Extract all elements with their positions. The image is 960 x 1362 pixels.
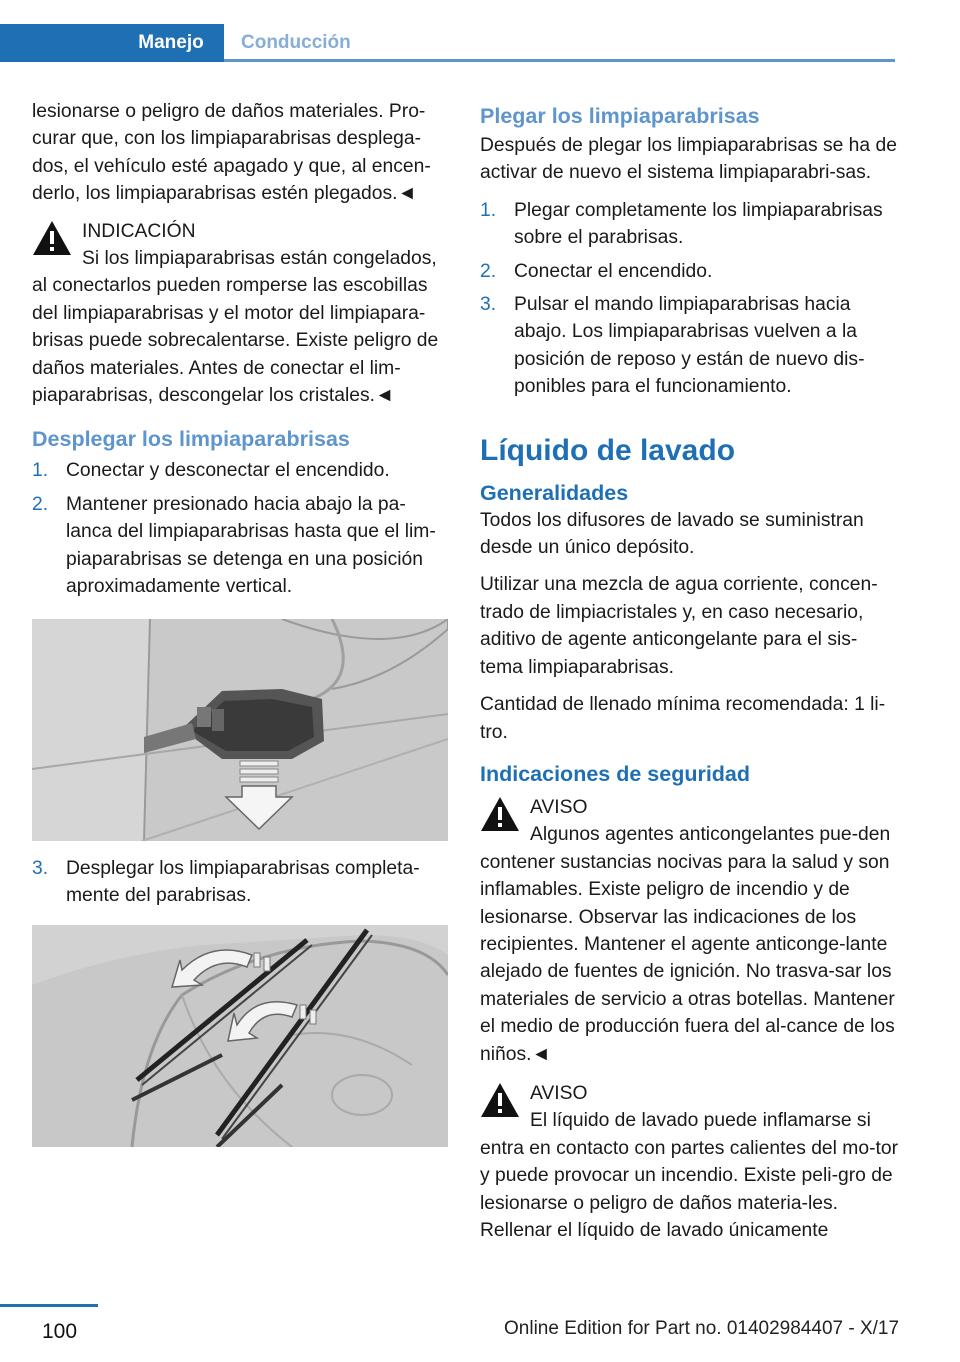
right-column	[480, 98, 898, 1254]
tab-manejo[interactable]: Manejo	[118, 24, 224, 62]
warning-1-text	[480, 821, 898, 1068]
section-title-general: Generalidades	[480, 480, 629, 505]
warning-1-text-content: Algunos agentes anticongelantes pue-den contener sustancias nocivas para la salud y son inflamables. Existe peligro de incendio y de lesionarse. Observar las indicaciones de los recipientes. Mantener el agente anticonge-lante alejado de fuentes de ignición. No trasva-sar los materiales de servicio a otras botellas. Mantener el medio de producción fuera del al-cance de los niños.◄	[480, 824, 895, 1065]
step-number: 1.	[480, 199, 497, 221]
step-number: 1.	[32, 460, 49, 482]
footer-rule	[0, 1304, 98, 1307]
tab-conduccion[interactable]: Conducción	[241, 32, 351, 53]
header-accent-bar	[0, 24, 118, 62]
step-text: Desplegar los limpiaparabrisas completa-mente del parabrisas.	[66, 857, 420, 906]
section-title-safety: Indicaciones de seguridad	[480, 761, 751, 786]
warning-2-title: AVISO	[530, 1082, 588, 1104]
fold-steps	[480, 197, 898, 401]
left-column	[32, 98, 450, 1161]
step-number: 2.	[32, 493, 49, 515]
wiper-blades-illustration	[32, 925, 448, 1147]
fold-intro: Después de plegar los limpiaparabrisas se ha de activar de nuevo el sistema limpiaparabri-sas.	[480, 135, 897, 184]
list-item	[32, 457, 450, 484]
notice-text	[32, 245, 450, 409]
header-tabbar	[0, 24, 895, 62]
warning-triangle-icon	[480, 796, 520, 832]
section-title-deploy: Desplegar los limpiaparabrisas	[32, 427, 350, 452]
list-item	[32, 855, 450, 910]
list-item	[480, 291, 898, 401]
notice-text-content: Si los limpiaparabrisas están congelados, al conectarlos pueden romperse las escobillas del limpiaparabrisas y el motor del limpiapara-brisas puede sobrecalentarse. Existe peligro de daños materiales. Antes de conectar el lim-piaparabrisas, descongelar los cristales.◄	[32, 248, 439, 407]
warning-2-text	[480, 1107, 898, 1244]
step-number: 3.	[32, 857, 49, 879]
warning-box-2	[480, 1080, 898, 1107]
notice-box	[32, 218, 450, 245]
step-text: Conectar el encendido.	[514, 260, 713, 282]
step-text: Pulsar el mando limpiaparabrisas hacia abajo. Los limpiaparabrisas vuelven a la posición de reposo y están de nuevo dis-ponibles para el funcionamiento.	[514, 294, 865, 398]
general-paragraph-2: Utilizar una mezcla de agua corriente, concen-trado de limpiacristales y, en caso necesario, aditivo de agente anticongelante para el sis-tema limpiaparabrisas.	[480, 574, 878, 678]
deploy-steps-continued	[32, 855, 450, 910]
warning-1-title: AVISO	[530, 796, 588, 818]
warning-2-text-content: El líquido de lavado puede inflamarse si entra en contacto con partes calientes del mo-tor y puede provocar un incendio. Existe peli-gro de lesionarse o peligro de daños materia-les. Rellenar el líquido de lavado únicamente	[480, 1110, 898, 1241]
list-item	[480, 197, 898, 252]
list-item	[480, 258, 898, 285]
list-item	[32, 491, 450, 601]
wiper-lever-illustration	[32, 619, 448, 841]
wiper-lever-figure	[32, 619, 448, 841]
notice-title: INDICACIÓN	[82, 220, 196, 242]
step-text: Mantener presionado hacia abajo la pa-lanca del limpiaparabrisas hasta que el lim-piaparabrisas se detenga en una posición aproximadamente vertical.	[66, 493, 436, 598]
step-number: 2.	[480, 260, 497, 282]
page-number: 100	[42, 1320, 78, 1343]
warning-triangle-icon	[480, 1082, 520, 1118]
deploy-steps	[32, 457, 450, 600]
general-paragraph-1: Todos los difusores de lavado se suministran desde un único depósito.	[480, 509, 864, 559]
general-paragraph-3: Cantidad de llenado mínima recomendada: 1 li-tro.	[480, 694, 886, 743]
warning-triangle-icon	[32, 220, 72, 256]
header-underline	[224, 59, 895, 62]
warning-box-1	[480, 794, 898, 821]
edition-note: Online Edition for Part no. 01402984407 - X/17	[504, 1318, 900, 1339]
wiper-blades-figure	[32, 925, 448, 1147]
section-title-fold: Plegar los limpiaparabrisas	[480, 104, 760, 128]
step-text: Conectar y desconectar el encendido.	[66, 460, 390, 482]
step-text: Plegar completamente los limpiaparabrisas sobre el parabrisas.	[514, 199, 883, 249]
chapter-title: Líquido de lavado	[480, 433, 736, 467]
step-number: 3.	[480, 294, 497, 316]
intro-paragraph: lesionarse o peligro de daños materiales. Pro-curar que, con los limpiaparabrisas desplega-dos, el vehículo esté apagado y que, al encen-derlo, los limpiaparabrisas estén plegados.◄	[32, 101, 431, 205]
